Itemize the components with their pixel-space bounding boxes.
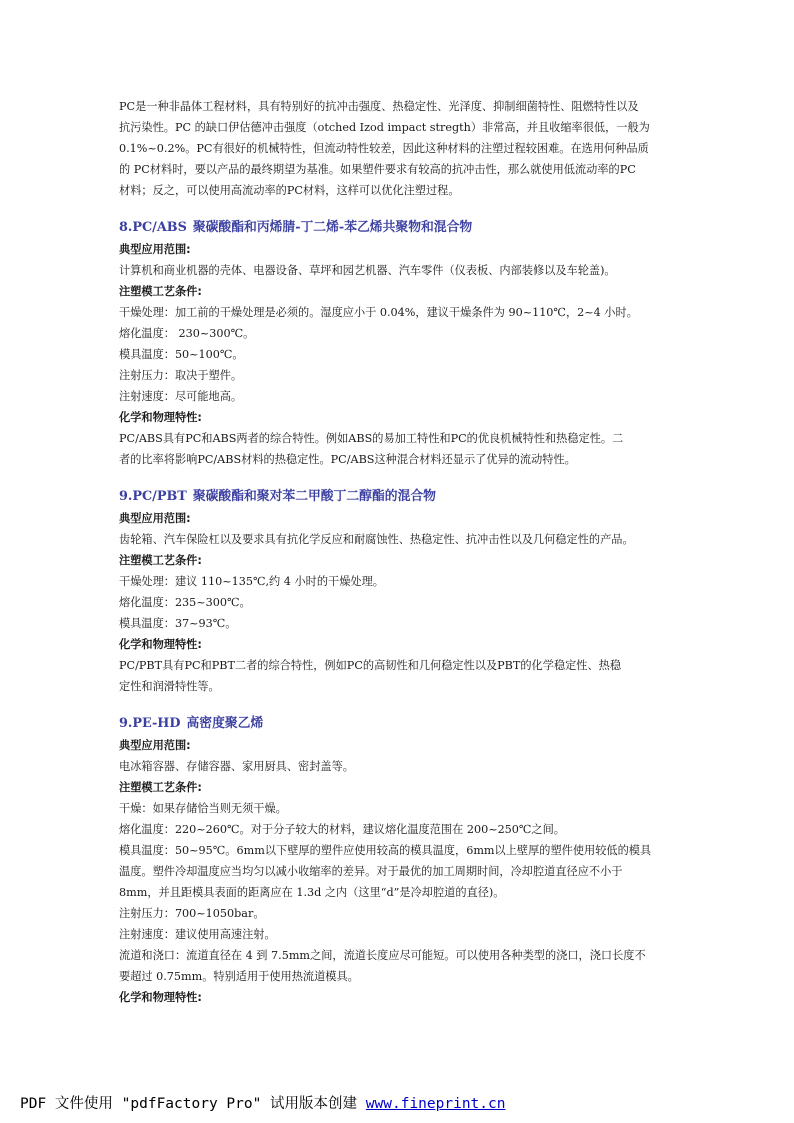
process-line: 温度。塑件冷却温度应当均匀以减小收缩率的差异。对于最优的加工周期时间，冷却腔道直径应不小于 [119,865,623,878]
section-number: 9.PE-HD [119,716,181,731]
application-label: 典型应用范围: [119,739,191,752]
section-pe-hd [119,713,675,1008]
process-line: 要超过 0.75mm。特别适用于使用热流道模具。 [119,970,359,983]
process-line: 流道和浇口：流道直径在 4 到 7.5mm之间，流道长度应尽可能短。可以使用各种类型的浇口，浇口长度不 [119,949,646,962]
process-line: 8mm，并且距模具表面的距离应在 1.3d 之内（这里“d”是冷却腔道的直径)。 [119,886,505,899]
pdf-footer [20,1092,505,1113]
document-page [119,96,675,1008]
properties-line: 定性和润滑特性等。 [119,680,220,693]
process-label: 注塑模工艺条件: [119,554,202,567]
intro-paragraph [119,96,675,201]
process-line: 熔化温度： 230~300℃。 [119,327,255,340]
section-title: 高密度聚乙烯 [186,716,264,731]
process-line: 注射压力：取决于塑件。 [119,369,243,382]
section-title: 聚碳酸酯和聚对苯二甲酸丁二醇酯的混合物 [192,489,436,504]
section-number: 9.PC/PBT [119,489,187,504]
section-title: 聚碳酸酯和丙烯腈-丁二烯-苯乙烯共聚物和混合物 [192,220,473,235]
section-pc-abs [119,217,675,470]
application-label: 典型应用范围: [119,512,191,525]
process-line: 注射速度：建议使用高速注射。 [119,928,276,941]
properties-label: 化学和物理特性: [119,991,202,1004]
application-text: 电冰箱容器、存储容器、家用厨具、密封盖等。 [119,760,354,773]
section-heading [119,486,675,508]
process-line: 干燥处理：加工前的干燥处理是必须的。湿度应小于 0.04%，建议干燥条件为 90~110℃，2~4 小时。 [119,306,638,319]
process-line: 模具温度：50~100℃。 [119,348,244,361]
intro-line: 的 PC材料时，要以产品的最终期望为基准。如果塑件要求有较高的抗冲击性，那么就使用低流动率的PC [119,163,636,176]
section-number: 8.PC/ABS [119,220,187,235]
footer-text: PDF 文件使用 "pdfFactory Pro" 试用版本创建 [20,1096,366,1112]
process-line: 注射速度：尽可能地高。 [119,390,243,403]
process-line: 熔化温度：235~300℃。 [119,596,251,609]
process-label: 注塑模工艺条件: [119,781,202,794]
section-pc-pbt [119,486,675,697]
section-heading [119,217,675,239]
properties-line: PC/ABS具有PC和ABS两者的综合特性。例如ABS的易加工特性和PC的优良机械特性和热稳定性。二 [119,432,624,445]
properties-line: PC/PBT具有PC和PBT二者的综合特性，例如PC的高韧性和几何稳定性以及PBT的化学稳定性、热稳 [119,659,622,672]
process-label: 注塑模工艺条件: [119,285,202,298]
process-line: 干燥：如果存储恰当则无须干燥。 [119,802,287,815]
properties-line: 者的比率将影响PC/ABS材料的热稳定性。PC/ABS这种混合材料还显示了优异的流动特性。 [119,453,576,466]
process-line: 熔化温度：220~260℃。对于分子较大的材料，建议熔化温度范围在 200~250℃之间。 [119,823,565,836]
process-line: 干燥处理：建议 110~135℃,约 4 小时的干燥处理。 [119,575,384,588]
intro-line: 抗污染性。PC 的缺口伊估德冲击强度（otched Izod impact stregth）非常高，并且收缩率很低，一般为 [119,121,650,134]
intro-line: 材料；反之，可以使用高流动率的PC材料，这样可以优化注塑过程。 [119,184,460,197]
application-label: 典型应用范围: [119,243,191,256]
properties-label: 化学和物理特性: [119,411,202,424]
intro-line: 0.1%~0.2%。PC有很好的机械特性，但流动特性较差，因此这种材料的注塑过程较困难。在选用何种品质 [119,142,649,155]
properties-label: 化学和物理特性: [119,638,202,651]
section-heading [119,713,675,735]
footer-link[interactable]: www.fineprint.cn [365,1096,506,1112]
process-line: 模具温度：37~93℃。 [119,617,237,630]
application-text: 齿轮箱、汽车保险杠以及要求具有抗化学反应和耐腐蚀性、热稳定性、抗冲击性以及几何稳定性的产品。 [119,533,634,546]
intro-line: PC是一种非晶体工程材料，具有特别好的抗冲击强度、热稳定性、光泽度、抑制细菌特性、阻燃特性以及 [119,100,639,113]
process-line: 模具温度：50~95℃。6mm以下壁厚的塑件应使用较高的模具温度，6mm以上壁厚的塑件使用较低的模具 [119,844,652,857]
process-line: 注射压力：700~1050bar。 [119,907,265,920]
application-text: 计算机和商业机器的壳体、电器设备、草坪和园艺机器、汽车零件（仪表板、内部装修以及车轮盖)。 [119,264,616,277]
